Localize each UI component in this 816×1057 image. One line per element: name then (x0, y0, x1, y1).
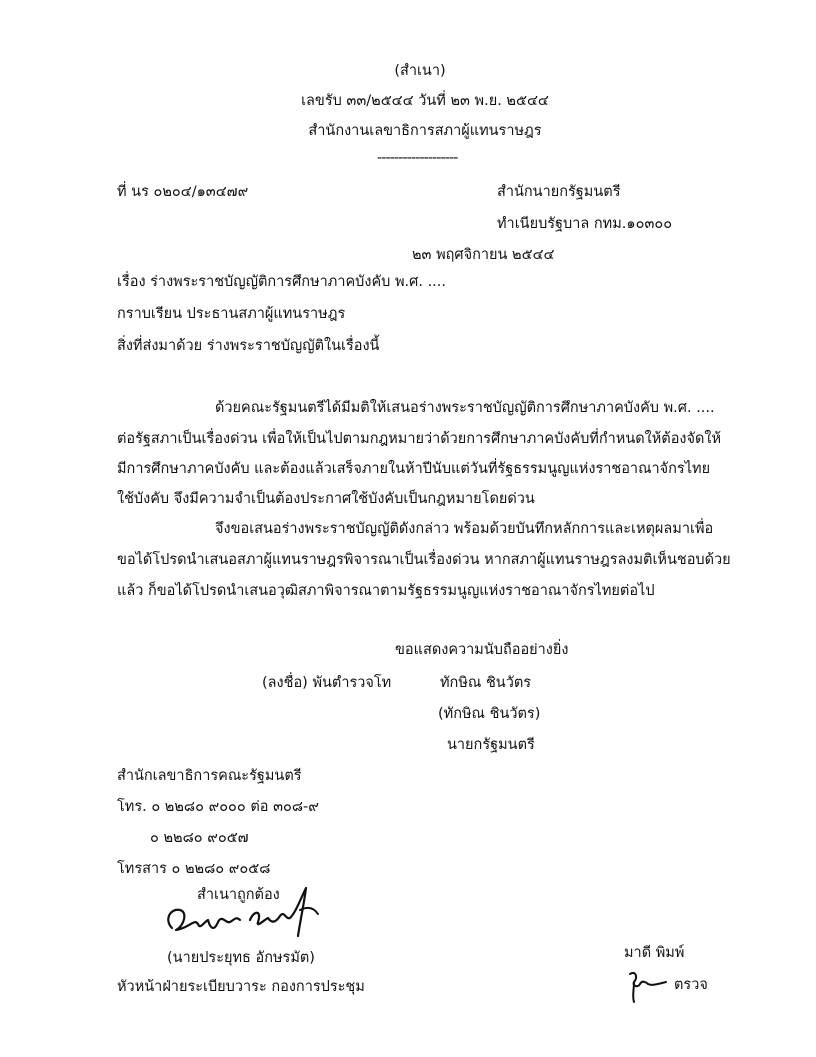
contact-office: สำนักเลขาธิการคณะรัฐมนตรี (117, 768, 302, 784)
certifier-name: (นายประยุทธ อักษรมัต) (167, 950, 315, 966)
receipt-line: เลขรับ ๓๓/๒๕๔๔ วันที่ ๒๓ พ.ย. ๒๕๔๔ (301, 93, 549, 109)
contact-phone: โทร. ๐ ๒๒๘๐ ๙๐๐๐ ต่อ ๓๐๘-๙ (117, 799, 319, 815)
body-p2-line1: จึงขอเสนอร่างพระราชบัญญัติดังกล่าว พร้อมด้วยบันทึกหลักการและเหตุผลมาเพื่อ (215, 521, 714, 537)
header-separator: ------------------- (377, 150, 458, 166)
copy-mark: (สำเนา) (394, 63, 446, 79)
enclosure-line: สิ่งที่ส่งมาด้วย ร่างพระราชบัญญัติในเรื่องนี้ (117, 338, 380, 354)
initials-stroke (630, 973, 666, 986)
certifier-title: หัวหน้าฝ่ายระเบียบวาระ กองการประชุม (117, 979, 365, 995)
body-p1-line2: ต่อรัฐสภาเป็นเรื่องด่วน เพื่อให้เป็นไปตามกฎหมายว่าด้วยการศึกษาภาคบังคับที่กำหนดให้ต้องจัดให้ (117, 431, 722, 447)
valediction: ขอแสดงความนับถืออย่างยิ่ง (395, 642, 569, 658)
subject-line: เรื่อง ร่างพระราชบัญญัติการศึกษาภาคบังคับ พ.ศ. .... (117, 274, 447, 290)
typist-name: มาดี พิมพ์ (624, 945, 685, 961)
body-p2-line2: ขอได้โปรดนำเสนอสภาผู้แทนราษฎรพิจารณาเป็นเรื่องด่วน หากสภาผู้แทนราษฎรลงมติเห็นชอบด้วย (117, 552, 731, 568)
checker-initials (622, 964, 672, 1008)
signer-title: นายกรัฐมนตรี (447, 737, 535, 753)
body-p1-line4: ใช้บังคับ จึงมีความจำเป็นต้องประกาศใช้บังคับเป็นกฎหมายโดยด่วน (117, 491, 535, 507)
signer-name-paren: (ทักษิณ ชินวัตร) (438, 706, 541, 722)
body-p2-line3: แล้ว ก็ขอได้โปรดนำเสนอวุฒิสภาพิจารณาตามรัฐธรรมนูญแห่งราชอาณาจักรไทยต่อไป (117, 583, 655, 599)
letter-number: ที่ นร ๐๒๐๔/๑๓๔๗๙ (117, 184, 249, 200)
contact-phone-2: ๐ ๒๒๘๐ ๙๐๕๗ (150, 830, 249, 846)
true-copy-label: สำเนาถูกต้อง (197, 887, 280, 903)
salutation: กราบเรียน ประธานสภาผู้แทนราษฎร (117, 306, 346, 322)
signature-stroke (168, 910, 240, 930)
check-label: ตรวจ (674, 977, 708, 993)
sender-office: สำนักนายกรัฐมนตรี (497, 184, 621, 200)
sender-address: ทำเนียบรัฐบาล กทม.๑๐๓๐๐ (497, 216, 673, 232)
body-p1-line1: ด้วยคณะรัฐมนตรีได้มีมติให้เสนอร่างพระราชบัญญัติการศึกษาภาคบังคับ พ.ศ. .... (215, 400, 715, 416)
certifier-signature (150, 880, 330, 954)
signer-name: ทักษิณ ชินวัตร (440, 675, 532, 691)
receiving-office: สำนักงานเลขาธิการสภาผู้แทนราษฎร (308, 123, 542, 139)
initials-stroke (633, 982, 634, 1002)
contact-fax: โทรสาร ๐ ๒๒๘๐ ๙๐๕๘ (117, 861, 271, 877)
signature-stroke (250, 888, 306, 936)
signed-label: (ลงชื่อ) พันตำรวจโท (262, 675, 392, 691)
body-p1-line3: มีการศึกษาภาคบังคับ และต้องแล้วเสร็จภายในห้าปีนับแต่วันที่รัฐธรรมนูญแห่งราชอาณาจักรไทย (117, 461, 711, 477)
letter-date: ๒๓ พฤศจิกายน ๒๕๔๔ (412, 247, 555, 263)
